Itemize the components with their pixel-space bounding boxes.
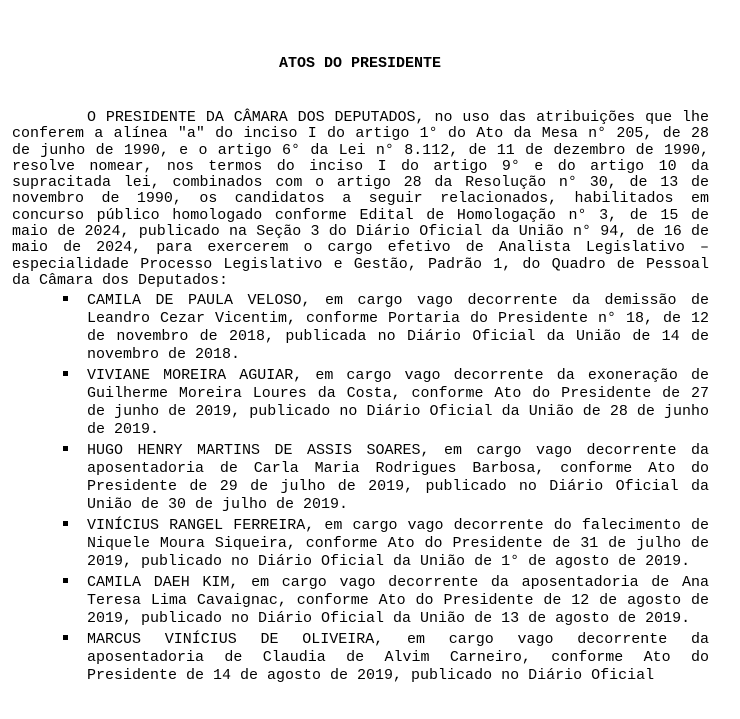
list-item-text: MARCUS VINÍCIUS DE OLIVEIRA, em cargo vago decorrente da aposentadoria de Claudia de Alvim Carneiro, conforme Ato do Presidente de 14 de agosto de 2019, publicado no Diário Oficial bbox=[87, 631, 709, 684]
list-item-text: VINÍCIUS RANGEL FERREIRA, em cargo vago decorrente do falecimento de Niquele Moura Siqueira, conforme Ato do Presidente de 31 de julho de 2019, publicado no Diário Oficial da União de 1° de agosto de 2019. bbox=[87, 517, 709, 570]
list-item-text: CAMILA DE PAULA VELOSO, em cargo vago decorrente da demissão de Leandro Cezar Vicentim, conforme Portaria do Presidente n° 18, de 12 de novembro de 2018, publicada no Diário Oficial da União de 14 de novembro de 2018. bbox=[87, 292, 709, 363]
appointee-list bbox=[0, 292, 740, 688]
list-item bbox=[87, 631, 709, 685]
list-item bbox=[87, 574, 709, 628]
list-item bbox=[87, 442, 709, 514]
list-item bbox=[87, 367, 709, 439]
list-item-text: HUGO HENRY MARTINS DE ASSIS SOARES, em cargo vago decorrente da aposentadoria de Carla Maria Rodrigues Barbosa, conforme Ato do Presidente de 29 de julho de 2019, publicado no Diário Oficial da União de 30 de julho de 2019. bbox=[87, 442, 709, 513]
list-item-text: VIVIANE MOREIRA AGUIAR, em cargo vago decorrente da exoneração de Guilherme Moreira Loures da Costa, conforme Ato do Presidente de 27 de junho de 2019, publicado no Diário Oficial da União de 28 de junho de 2019. bbox=[87, 367, 709, 438]
intro-paragraph: O PRESIDENTE DA CÂMARA DOS DEPUTADOS, no uso das atribuições que lhe conferem a alínea "a" do inciso I do artigo 1° do Ato da Mesa n° 205, de 28 de junho de 1990, e o artigo 6° da Lei n° 8.112, de 11 de dezembro de 1990, resolve nomear, nos termos do inciso I do artigo 9° e do artigo 10 da supracitada lei, combinados com o artigo 28 da Resolução n° 30, de 13 de novembro de 1990, os candidatos a seguir relacionados, habilitados em concurso público homologado conforme Edital de Homologação n° 3, de 15 de maio de 2024, publicado na Seção 3 do Diário Oficial da União n° 94, de 16 de maio de 2024, para exercerem o cargo efetivo de Analista Legislativo – especialidade Processo Legislativo e Gestão, Padrão 1, do Quadro de Pessoal da Câmara dos Deputados: bbox=[12, 109, 709, 289]
list-item bbox=[87, 292, 709, 364]
document-title: ATOS DO PRESIDENTE bbox=[278, 55, 442, 72]
bullet-icon bbox=[63, 371, 68, 376]
bullet-icon bbox=[63, 635, 68, 640]
bullet-icon bbox=[63, 446, 68, 451]
bullet-icon bbox=[63, 296, 68, 301]
list-item-text: CAMILA DAEH KIM, em cargo vago decorrente da aposentadoria de Ana Teresa Lima Cavaignac, conforme Ato do Presidente de 12 de agosto de 2019, publicado no Diário Oficial da União de 13 de agosto de 2019. bbox=[87, 574, 709, 627]
bullet-icon bbox=[63, 578, 68, 583]
bullet-icon bbox=[63, 521, 68, 526]
list-item bbox=[87, 517, 709, 571]
